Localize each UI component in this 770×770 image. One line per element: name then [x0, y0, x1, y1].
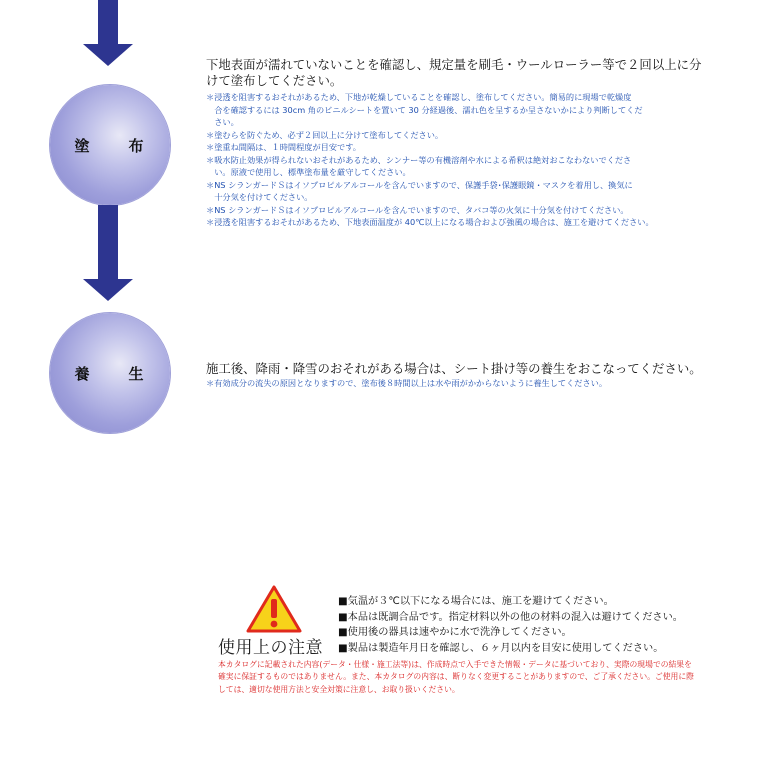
step-circle-curing — [50, 313, 170, 433]
note-line: ＊有効成分の流失の原因となりますので、塗布後８時間以上は水や雨がかからないように養生してください。 — [206, 378, 608, 388]
step-label-coating: 塗 布 — [74, 136, 156, 155]
note-line: 合を確認するには 30cm 角のビニルシートを置いて 30 分経過後、濡れ色を呈するか呈さないかにより判断してくだ — [206, 104, 643, 115]
step-notes-coating — [206, 91, 706, 229]
note-line: ＊浸透を阻害するおそれがあるため、下地が乾燥していることを確認し、塗布してください。簡易的に現場で乾燥度 — [206, 92, 632, 102]
step-circle-coating — [50, 85, 170, 205]
caution-title: 使用上の注意 — [218, 638, 323, 658]
caution-item: ■本品は既調合品です。指定材料以外の他の材料の混入は避けてください。 — [338, 611, 683, 623]
note-line: ＊NS シランガードＳはイソプロピルアルコールを含んでいますので、保護手袋･保護眼鏡・マスクを着用し、換気に — [206, 179, 633, 190]
down-arrow-icon — [83, 205, 133, 301]
note-line: ＊塗むらを防ぐため、必ず２回以上に分けて塗布してください。 — [206, 129, 444, 140]
step-description-coating: 下地表面が濡れていないことを確認し、規定量を刷毛・ウールローラー等で２回以上に分けて塗布してください。 — [206, 57, 702, 88]
caution-item: ■製品は製造年月日を確認し、６ヶ月以内を目安に使用してください。 — [338, 642, 664, 654]
down-arrow-icon — [83, 0, 133, 66]
step-label-curing: 養 生 — [74, 364, 156, 383]
disclaimer-text: 本カタログに記載された内容(データ・仕様・施工法等)は、作成時点で入手できた情報・データに基づいており、実際の現場での結果を確実に保証するものではありません。また、本カタログの内容は、断りなく変更することがありますので、ご了承ください。ご使用に際しては、適切な使用方法と安全対策に注意し、お取り扱いください。 — [218, 660, 694, 694]
warning-triangle-icon — [246, 585, 302, 633]
caution-list — [338, 594, 698, 656]
step-description-curing: 施工後、降雨・降雪のおそれがある場合は、シート掛け等の養生をおこなってください。 — [206, 361, 702, 376]
note-line: ＊NS シランガードＳはイソプロピルアルコールを含んでいますので、タバコ等の火気に十分気を付けてください。 — [206, 204, 629, 215]
note-line: さい。 — [206, 117, 239, 127]
note-line: 十分気を付けてください。 — [206, 192, 313, 202]
note-line: ＊浸透を阻害するおそれがあるため、下地表面温度が 40℃以上になる場合および強風の場合は、施工を避けてください。 — [206, 217, 654, 227]
note-line: い。原液で使用し、標準塗布量を厳守してください。 — [206, 167, 411, 177]
note-line: ＊吸水防止効果が得られないおそれがあるため、シンナー等の有機溶剤や水による希釈は絶対おこなわないでくださ — [206, 154, 632, 165]
caution-item: ■使用後の器具は速やかに水で洗浄してください。 — [338, 627, 572, 638]
step-notes-curing — [206, 377, 706, 390]
caution-item: ■気温が３℃以下になる場合には、施工を避けてください。 — [338, 596, 614, 607]
note-line: ＊塗重ね間隔は、１時間程度が目安です。 — [206, 142, 361, 152]
